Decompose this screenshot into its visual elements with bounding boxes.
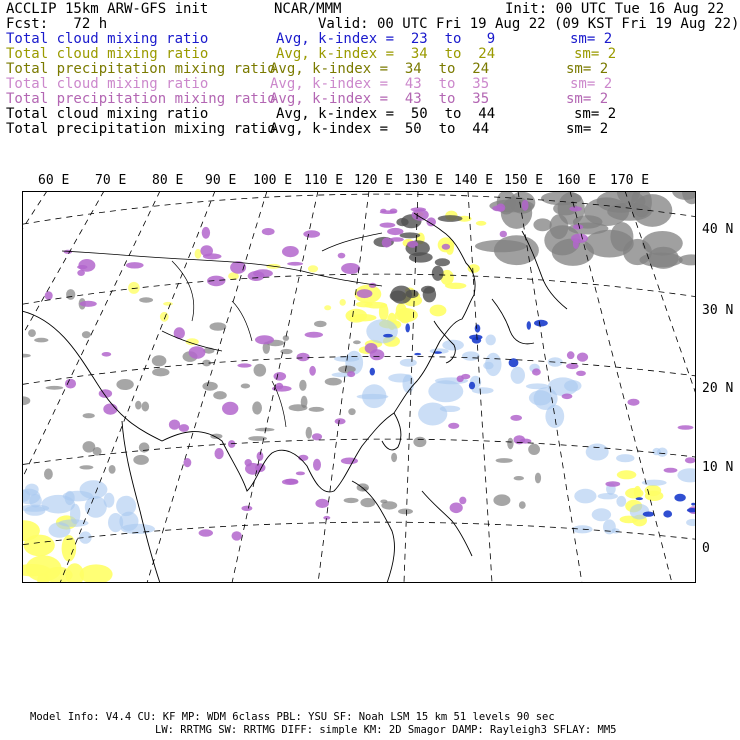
precip-patch-purple (407, 241, 418, 248)
precip-patch-purple (315, 499, 329, 508)
precip-patch-purple (664, 468, 678, 473)
cloud-patch-yellow (340, 299, 346, 306)
precip-patch-purple (215, 448, 224, 459)
precip-patch-purple (567, 351, 575, 359)
legend-level-range: Avg, k-index = 34 to 24 (276, 46, 496, 62)
legend-smoothing: sm= 2 (566, 91, 609, 107)
cloud-patch-light-blue (564, 380, 581, 391)
cloud-streak-blue (691, 503, 695, 506)
latitude-label: 0 (702, 541, 710, 556)
precip-patch-purple (532, 368, 541, 375)
cloud-patch-gray (496, 458, 513, 463)
cloud-patch-gray (34, 338, 48, 343)
cloud-patch-gray (552, 239, 594, 266)
cloud-patch-light-blue (366, 319, 398, 343)
legend-row (6, 122, 736, 137)
precip-patch-purple (232, 531, 242, 540)
cloud-patch-gray (252, 401, 262, 414)
cloud-patch-light-blue (612, 528, 620, 533)
cloud-streak-blue (527, 321, 531, 330)
longitude-label: 120 E (354, 173, 394, 188)
cloud-patch-light-blue (362, 384, 386, 408)
precip-patch-purple (335, 418, 346, 424)
precip-patch-purple (262, 228, 275, 235)
cloud-patch-gray (648, 247, 679, 269)
cloud-patch-gray (507, 438, 513, 449)
cloud-patch-gray (46, 386, 64, 390)
cloud-patch-dark-gray (391, 286, 412, 304)
precip-patch-purple (222, 402, 238, 415)
cloud-patch-gray (79, 465, 93, 469)
cloud-patch-light-blue (534, 387, 558, 410)
precip-patch-purple (77, 270, 85, 276)
precip-patch-purple (287, 262, 303, 266)
precip-patch-purple (309, 366, 316, 376)
cloud-streak-blue (383, 334, 393, 338)
cloud-patch-gray (325, 378, 342, 386)
cloud-patch-gray (353, 340, 361, 344)
precip-patch-purple (323, 516, 330, 520)
cloud-patch-gray (44, 469, 53, 480)
legend-smoothing: sm= 2 (574, 46, 617, 62)
latitude-label: 20 N (702, 381, 734, 396)
precip-patch-purple (390, 237, 404, 242)
legend-level-range: Avg, k-index = 43 to 35 (270, 91, 490, 107)
precip-patch-purple (103, 404, 117, 415)
valid-time: Valid: 00 UTC Fri 19 Aug 22 (09 KST Fri 19 Aug 22) (318, 16, 740, 32)
legend-field: Total precipitation mixing ratio (6, 91, 276, 107)
precip-patch-purple (200, 245, 213, 256)
cloud-patch-gray (519, 501, 526, 509)
precip-patch-purple (500, 231, 507, 238)
cloud-patch-yellow (163, 302, 173, 306)
cloud-patch-gray (550, 214, 569, 239)
precip-patch-purple (380, 210, 397, 214)
precip-patch-purple (126, 262, 144, 268)
precip-patch-purple (241, 506, 252, 511)
longitude-label: 100 E (253, 173, 293, 188)
cloud-patch-gray (139, 442, 150, 452)
legend-level-range: Avg, k-index = 23 to 9 (276, 31, 496, 47)
cloud-patch-light-blue (116, 496, 136, 516)
latitude-label: 40 N (702, 222, 734, 237)
precip-patch-purple (678, 425, 694, 430)
legend-row (6, 62, 736, 77)
cloud-patch-dark-gray (435, 258, 450, 266)
cloud-patch-yellow (468, 264, 480, 273)
cloud-patch-light-blue (616, 496, 626, 507)
legend-row (6, 92, 736, 107)
cloud-patch-light-blue (598, 493, 618, 499)
precip-patch-purple (45, 291, 53, 300)
longitude-label: 150 E (504, 173, 544, 188)
legend-field: Total cloud mixing ratio (6, 46, 209, 62)
cloud-patch-light-blue (586, 444, 609, 461)
precip-patch-purple (387, 228, 403, 235)
cloud-patch-gray (309, 407, 325, 412)
longitude-label: 110 E (304, 173, 344, 188)
legend-smoothing: sm= 2 (566, 121, 609, 137)
cloud-patch-light-blue (442, 340, 464, 351)
precip-patch-purple (569, 206, 582, 211)
model-title: ACCLIP 15km ARW-GFS init (6, 1, 209, 17)
map-canvas (22, 191, 696, 583)
model-info-line2: LW: RRTMG SW: RRTMG DIFF: simple KM: 2D Smagor DAMP: Rayleigh3 SFLAY: MM5 (155, 724, 617, 736)
cloud-patch-gray (241, 384, 250, 389)
cloud-patch-gray (66, 289, 75, 300)
cloud-patch-gray (109, 465, 116, 474)
cloud-patch-light-blue (511, 367, 525, 384)
cloud-patch-light-blue (25, 484, 39, 496)
cloud-patch-gray (306, 427, 312, 439)
precip-patch-purple (573, 224, 583, 229)
longitude-label: 160 E (557, 173, 597, 188)
cloud-patch-yellow (160, 312, 169, 322)
precip-patch-purple (255, 335, 274, 344)
legend-smoothing: sm= 2 (570, 76, 613, 92)
precip-patch-purple (189, 346, 206, 359)
precip-patch-purple (202, 227, 210, 239)
precip-patch-purple (179, 424, 189, 432)
cloud-patch-gray (533, 218, 551, 231)
cloud-streak-blue (414, 353, 421, 355)
legend-level-range: Avg, k-index = 34 to 24 (270, 61, 490, 77)
precip-patch-purple (411, 207, 426, 211)
precip-patch-purple (313, 459, 321, 471)
cloud-patch-gray (528, 444, 540, 455)
cloud-patch-dark-gray (432, 266, 444, 281)
cloud-patch-yellow (617, 470, 637, 479)
cloud-streak-blue (674, 494, 685, 502)
precip-patch-purple (282, 246, 299, 257)
cloud-patch-gray (152, 355, 167, 366)
cloud-patch-light-blue (388, 374, 412, 383)
cloud-patch-gray (535, 473, 541, 484)
legend-smoothing: sm= 2 (566, 61, 609, 77)
precip-patch-purple (347, 371, 355, 377)
cloud-patch-yellow (430, 305, 447, 317)
cloud-patch-light-blue (485, 353, 501, 376)
cloud-patch-gray (493, 494, 510, 506)
cloud-streak-blue (534, 320, 548, 327)
cloud-patch-gray (82, 331, 91, 338)
cloud-streak-blue (469, 335, 482, 340)
longitude-label: 70 E (95, 173, 127, 188)
cloud-patch-gray (398, 509, 413, 515)
cloud-patch-yellow (308, 265, 318, 272)
cloud-patch-gray (255, 428, 275, 432)
cloud-patch-yellow (364, 302, 387, 309)
cloud-patch-gray (248, 436, 267, 441)
cloud-patch-yellow (645, 485, 662, 496)
precip-patch-purple (605, 481, 620, 487)
precip-patch-purple (338, 253, 346, 259)
cloud-patch-light-blue (85, 496, 107, 518)
legend-field: Total precipitation mixing ratio (6, 61, 276, 77)
longitude-label: 80 E (152, 173, 184, 188)
cloud-patch-light-blue (592, 508, 611, 521)
precip-patch-purple (303, 230, 320, 238)
cloud-patch-gray (344, 498, 359, 503)
cloud-patch-light-blue (440, 406, 460, 412)
longitude-label: 130 E (404, 173, 444, 188)
legend-field: Total precipitation mixing ratio (6, 121, 276, 137)
cloud-patch-light-blue (657, 448, 668, 457)
cloud-patch-gray (210, 322, 227, 330)
precip-patch-purple (102, 352, 112, 357)
legend-level-range: Avg, k-index = 50 to 44 (276, 106, 496, 122)
precip-patch-purple (257, 452, 264, 461)
precip-patch-purple (199, 529, 213, 536)
latitude-label: 10 N (702, 460, 734, 475)
cloud-patch-yellow (195, 249, 202, 259)
precip-patch-purple (380, 223, 396, 228)
cloud-patch-yellow (324, 305, 331, 310)
precip-patch-purple (276, 383, 284, 390)
cloud-patch-yellow (476, 221, 487, 226)
cloud-patch-gray (381, 501, 397, 509)
cloud-patch-light-blue (616, 454, 634, 462)
center-label: NCAR/MMM (274, 1, 342, 17)
precip-patch-purple (169, 420, 180, 430)
precip-patch-purple (297, 353, 310, 362)
cloud-patch-light-blue (104, 493, 115, 508)
cloud-patch-dark-gray (423, 287, 436, 303)
cloud-patch-dark-gray (438, 215, 463, 222)
cloud-patch-gray (139, 297, 153, 302)
cloud-streak-blue (469, 382, 475, 390)
precip-patch-purple (65, 379, 76, 389)
cloud-streak-blue (370, 368, 375, 376)
forecast-hour: Fcst: 72 h (6, 16, 108, 32)
cloud-patch-gray (348, 408, 355, 415)
cloud-patch-light-blue (574, 489, 596, 504)
cloud-patch-gray (133, 455, 149, 465)
cloud-patch-gray (289, 404, 308, 411)
cloud-patch-gray (541, 191, 582, 205)
cloud-patch-yellow (625, 488, 643, 499)
cloud-patch-gray (28, 329, 36, 337)
precip-patch-purple (685, 457, 696, 463)
legend-row (6, 77, 736, 92)
cloud-streak-blue (405, 323, 410, 332)
legend-field: Total cloud mixing ratio (6, 76, 209, 92)
precip-patch-purple (448, 423, 459, 429)
precip-patch-purple (253, 269, 273, 277)
cloud-patch-gray (391, 453, 397, 462)
cloud-patch-gray (314, 321, 327, 327)
cloud-patch-gray (116, 379, 133, 390)
precip-patch-purple (237, 363, 251, 367)
legend-level-range: Avg, k-index = 43 to 35 (270, 76, 490, 92)
precip-patch-purple (522, 200, 529, 211)
cloud-patch-gray (202, 382, 217, 391)
model-info-line1: Model Info: V4.4 CU: KF MP: WDM 6class PBL: YSU SF: Noah LSM 15 km 51 levels 90 sec (30, 711, 555, 723)
cloud-streak-blue (663, 510, 672, 517)
legend-row (6, 47, 736, 62)
cloud-patch-gray (142, 402, 150, 412)
cloud-streak-blue (643, 512, 655, 517)
cloud-patch-light-blue (41, 495, 75, 514)
cloud-patch-gray (413, 437, 426, 447)
cloud-patch-gray (213, 391, 227, 399)
legend-smoothing: sm= 2 (570, 31, 613, 47)
cloud-patch-light-blue (572, 525, 592, 533)
cloud-patch-light-blue (462, 351, 480, 360)
cloud-patch-dark-gray (400, 232, 421, 238)
cloud-patch-gray (135, 401, 141, 410)
map-panel (22, 191, 696, 583)
legend-field: Total cloud mixing ratio (6, 106, 209, 122)
precip-patch-purple (305, 332, 323, 338)
cloud-streak-blue (636, 497, 643, 500)
cloud-patch-light-blue (418, 403, 447, 426)
longitude-label: 90 E (205, 173, 237, 188)
cloud-patch-light-blue (400, 359, 417, 367)
legend-row (6, 32, 736, 47)
cloud-patch-gray (83, 413, 95, 418)
precip-patch-purple (510, 415, 522, 421)
precip-patch-purple (573, 238, 579, 249)
precip-patch-purple (357, 289, 373, 298)
legend-smoothing: sm= 2 (574, 106, 617, 122)
precip-patch-purple (562, 394, 573, 400)
longitude-label: 140 E (454, 173, 494, 188)
precip-patch-purple (312, 433, 322, 440)
cloud-patch-gray (210, 434, 222, 439)
latitude-label: 30 N (702, 303, 734, 318)
precip-patch-purple (576, 371, 586, 376)
precip-patch-purple (296, 472, 305, 476)
precip-patch-purple (577, 353, 588, 362)
cloud-patch-yellow (128, 282, 140, 294)
precip-patch-purple (461, 374, 470, 379)
cloud-streak-blue (475, 324, 481, 332)
cloud-patch-gray (514, 476, 524, 480)
cloud-patch-yellow (395, 308, 418, 322)
precip-patch-purple (442, 244, 450, 250)
longitude-label: 170 E (610, 173, 650, 188)
cloud-patch-gray (93, 447, 102, 456)
cloud-patch-gray (152, 368, 169, 376)
cloud-patch-gray (299, 380, 306, 391)
init-time: Init: 00 UTC Tue 16 Aug 22 (505, 1, 725, 17)
precip-patch-purple (450, 503, 463, 514)
cloud-patch-light-blue (486, 335, 496, 346)
longitude-label: 60 E (38, 173, 70, 188)
precip-patch-purple (628, 399, 640, 406)
cloud-patch-gray (494, 235, 539, 265)
precip-patch-purple (80, 301, 97, 307)
precip-patch-purple (370, 349, 385, 360)
cloud-patch-gray (254, 364, 267, 377)
precip-patch-purple (285, 479, 298, 485)
legend-level-range: Avg, k-index = 50 to 44 (270, 121, 490, 137)
cloud-patch-yellow (346, 309, 368, 323)
cloud-patch-light-blue (428, 380, 463, 402)
precip-patch-purple (459, 497, 466, 505)
legend-row (6, 107, 736, 122)
precip-patch-purple (492, 206, 504, 212)
precip-patch-purple (341, 458, 358, 465)
legend-field: Total cloud mixing ratio (6, 31, 209, 47)
precip-patch-purple (341, 263, 360, 274)
cloud-patch-light-blue (472, 387, 494, 394)
precip-patch-purple (274, 372, 287, 381)
